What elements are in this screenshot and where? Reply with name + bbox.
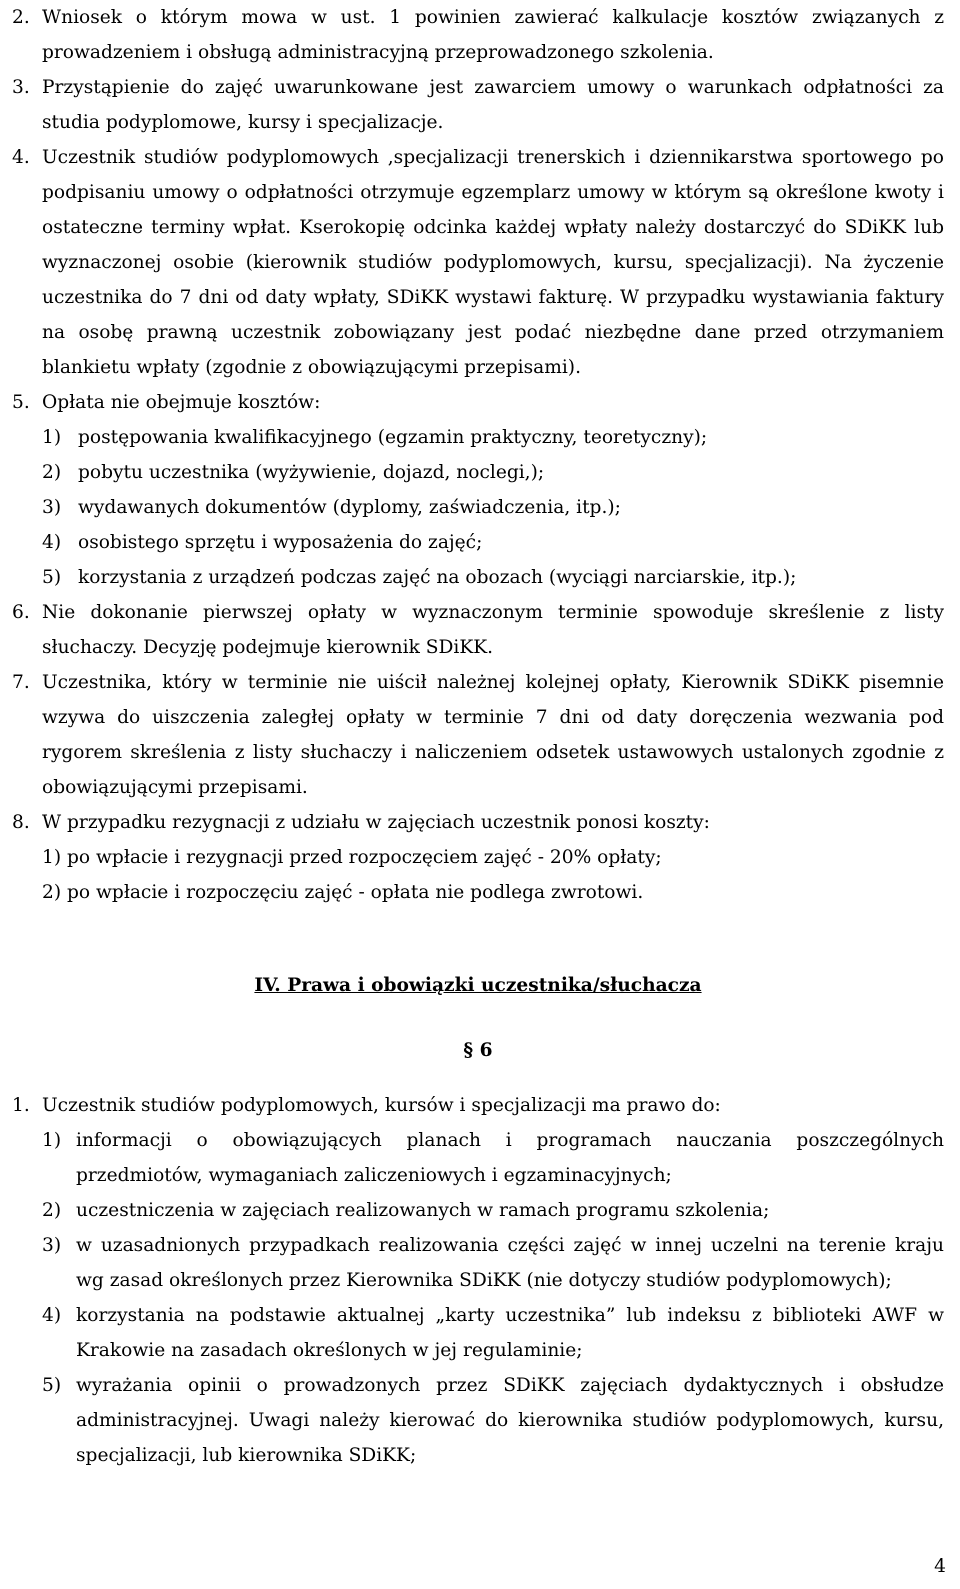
list-item xyxy=(12,805,944,840)
subitem-number: 1) xyxy=(42,1130,62,1151)
list-item xyxy=(12,140,944,385)
subitem-number: 1) xyxy=(42,427,62,448)
subitem-number: 2) xyxy=(42,1200,62,1221)
item-text: Uczestnik studiów podyplomowych ,specjalizacji trenerskich i dziennikarstwa sportowego po podpisaniu umowy o odpłatności otrzymuje egzemplarz umowy w którym są określone kwoty i ostateczne terminy wpłat. Kserokopię odcinka każdej wpłaty należy dostarczyć do SDiKK lub wyznaczonej osobie (kierownik studiów podyplomowych, kursu, specjalizacji). Na życzenie uczestnika do 7 dni od daty wpłaty, SDiKK wystawi fakturę. W przypadku wystawiania faktury na osobę prawną uczestnik zobowiązany jest podać niezbędne dane przed otrzymaniem blankietu wpłaty (zgodnie z obowiązującymi przepisami). xyxy=(42,147,944,378)
refund-line xyxy=(12,840,944,875)
subitem-text: postępowania kwalifikacyjnego (egzamin praktyczny, teoretyczny); xyxy=(78,427,708,448)
list-item xyxy=(12,0,944,70)
item-number: 8. xyxy=(12,812,30,833)
list-item xyxy=(12,1088,944,1123)
subitem-number: 5) xyxy=(42,1375,62,1396)
cost-subitem xyxy=(12,525,944,560)
list-item xyxy=(12,70,944,140)
rights-subitem xyxy=(12,1368,944,1473)
subitem-text: korzystania na podstawie aktualnej „karty uczestnika” lub indeksu z biblioteki AWF w Krakowie na zasadach określonych w jej regulaminie; xyxy=(76,1305,944,1361)
rights-subitem xyxy=(12,1193,944,1228)
subitem-number: 3) xyxy=(42,1235,62,1256)
item-number: 6. xyxy=(12,602,30,623)
page-number: 4 xyxy=(934,1556,946,1577)
item-text: Wniosek o którym mowa w ust. 1 powinien zawierać kalkulacje kosztów związanych z prowadzeniem i obsługą administracyjną przeprowadzonego szkolenia. xyxy=(42,7,944,63)
subitem-text: osobistego sprzętu i wyposażenia do zajęć; xyxy=(78,532,483,553)
item-text: Nie dokonanie pierwszej opłaty w wyznaczonym terminie spowoduje skreślenie z listy słuchaczy. Decyzję podejmuje kierownik SDiKK. xyxy=(42,602,944,658)
item-number: 4. xyxy=(12,147,30,168)
list-item xyxy=(12,665,944,805)
paragraph-sign: § 6 xyxy=(463,1040,493,1061)
item-number: 7. xyxy=(12,672,30,693)
cost-subitem xyxy=(12,490,944,525)
rights-subitem xyxy=(12,1298,944,1368)
item-text: Przystąpienie do zajęć uwarunkowane jest zawarciem umowy o warunkach odpłatności za studia podyplomowe, kursy i specjalizacje. xyxy=(42,77,944,133)
subitem-number: 4) xyxy=(42,532,62,553)
document-page xyxy=(12,0,944,1473)
list-item xyxy=(12,595,944,665)
section-heading xyxy=(12,968,944,1003)
item-number: 1. xyxy=(12,1095,30,1116)
item-number: 3. xyxy=(12,77,30,98)
subitem-text: wyrażania opinii o prowadzonych przez SDiKK zajęciach dydaktycznych i obsłudze administracyjnej. Uwagi należy kierować do kierownika studiów podyplomowych, kursu, specjalizacji, lub kierownika SDiKK; xyxy=(76,1375,944,1466)
refund-text: 2) po wpłacie i rozpoczęciu zajęć - opłata nie podlega zwrotowi. xyxy=(42,882,644,903)
item-text: Uczestnik studiów podyplomowych, kursów i specjalizacji ma prawo do: xyxy=(42,1095,721,1116)
item-number: 2. xyxy=(12,7,30,28)
item-text: W przypadku rezygnacji z udziału w zajęciach uczestnik ponosi koszty: xyxy=(42,812,710,833)
subitem-text: korzystania z urządzeń podczas zajęć na obozach (wyciągi narciarskie, itp.); xyxy=(78,567,797,588)
subitem-text: wydawanych dokumentów (dyplomy, zaświadczenia, itp.); xyxy=(78,497,621,518)
rights-subitem xyxy=(12,1123,944,1193)
cost-subitem xyxy=(12,560,944,595)
subitem-number: 3) xyxy=(42,497,62,518)
refund-text: 1) po wpłacie i rezygnacji przed rozpoczęciem zajęć - 20% opłaty; xyxy=(42,847,662,868)
refund-line xyxy=(12,875,944,910)
subitem-number: 4) xyxy=(42,1305,62,1326)
list-item xyxy=(12,385,944,420)
cost-subitem xyxy=(12,420,944,455)
subitem-text: w uzasadnionych przypadkach realizowania części zajęć w innej uczelni na terenie kraju wg zasad określonych przez Kierownika SDiKK (nie dotyczy studiów podyplomowych); xyxy=(76,1235,944,1291)
subitem-number: 2) xyxy=(42,462,62,483)
rights-subitem xyxy=(12,1228,944,1298)
cost-subitem xyxy=(12,455,944,490)
item-text: Opłata nie obejmuje kosztów: xyxy=(42,392,321,413)
subitem-text: pobytu uczestnika (wyżywienie, dojazd, noclegi,); xyxy=(78,462,545,483)
subitem-number: 5) xyxy=(42,567,62,588)
item-number: 5. xyxy=(12,392,30,413)
section-heading-text: IV. Prawa i obowiązki uczestnika/słuchacza xyxy=(254,975,702,996)
subitem-text: uczestniczenia w zajęciach realizowanych w ramach programu szkolenia; xyxy=(76,1200,770,1221)
subitem-text: informacji o obowiązujących planach i programach nauczania poszczególnych przedmiotów, wymaganiach zaliczeniowych i egzaminacyjnych; xyxy=(76,1130,944,1186)
item-text: Uczestnika, który w terminie nie uiścił należnej kolejnej opłaty, Kierownik SDiKK pisemnie wzywa do uiszczenia zaległej opłaty w terminie 7 dni od daty doręczenia wezwania pod rygorem skreślenia z listy słuchaczy i naliczeniem odsetek ustawowych ustalonych zgodnie z obowiązującymi przepisami. xyxy=(42,672,944,798)
